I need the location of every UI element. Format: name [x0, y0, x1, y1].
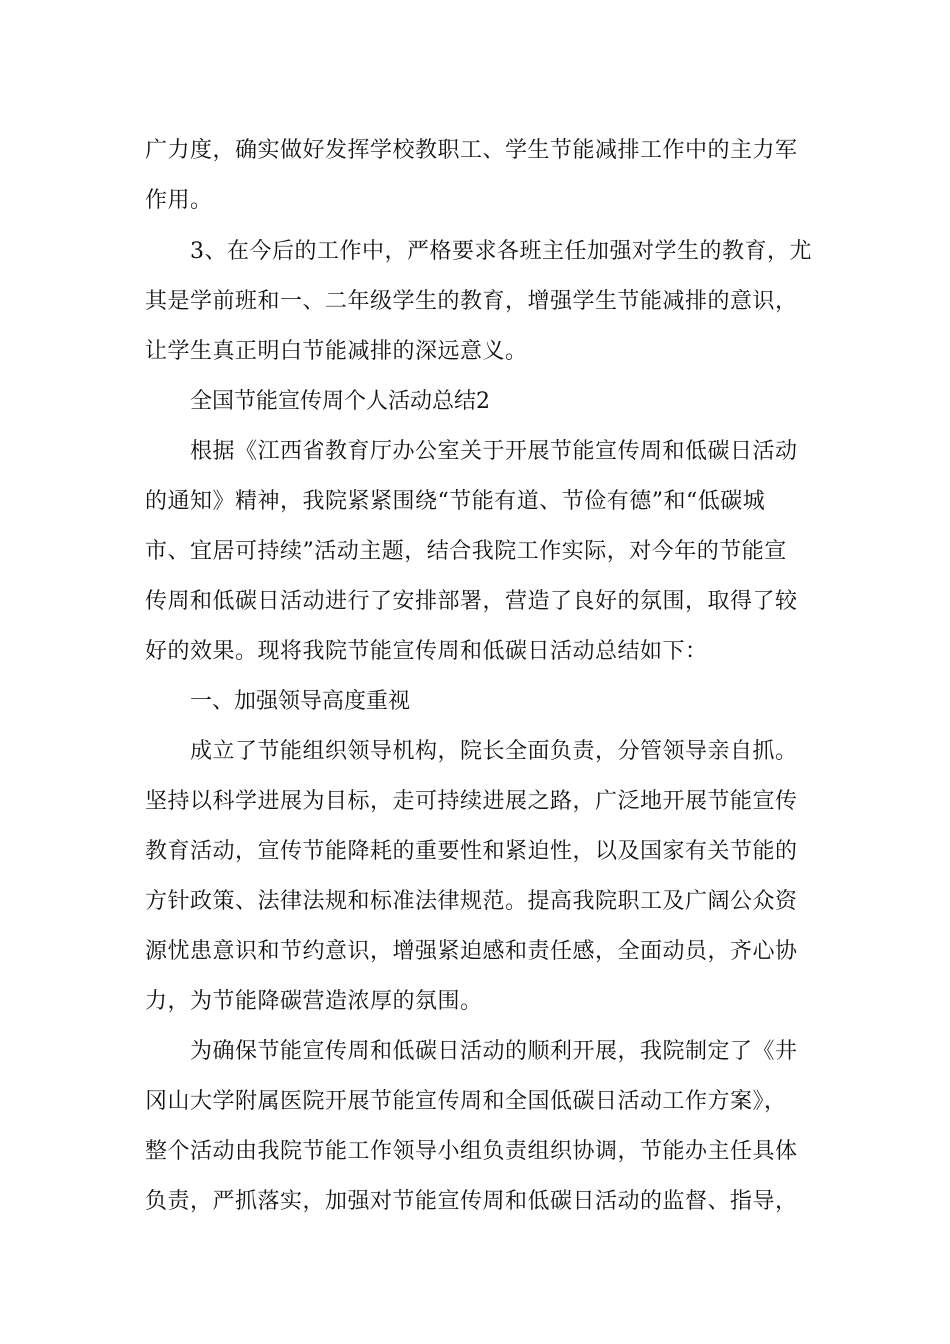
text-line: 3、在今后的工作中，严格要求各班主任加强对学生的教育，尤 — [190, 239, 812, 264]
text-line: 整个活动由我院节能工作领导小组负责组织协调，节能办主任具体 — [145, 1139, 798, 1164]
text-line: 源忧患意识和节约意识，增强紧迫感和责任感，全面动员，齐心协 — [145, 939, 798, 964]
text-line: 方针政策、法律法规和标准法律规范。提高我院职工及广阔公众资 — [145, 889, 798, 914]
text-line: 教育活动，宣传节能降耗的重要性和紧迫性，以及国家有关节能的 — [145, 839, 798, 864]
text-line: 市、宜居可持续”活动主题，结合我院工作实际，对今年的节能宣 — [145, 539, 787, 564]
text-line: 根据《江西省教育厅办公室关于开展节能宣传周和低碳日活动 — [190, 439, 798, 464]
text-line: 冈山大学附属医院开展节能宣传周和全国低碳日活动工作方案》， — [145, 1089, 787, 1114]
text-line: 好的效果。现将我院节能宣传周和低碳日活动总结如下： — [145, 639, 708, 664]
text-line: 成立了节能组织领导机构，院长全面负责，分管领导亲自抓。 — [190, 739, 798, 764]
text-line: 作用。 — [145, 188, 213, 213]
subsection-heading: 一、加强领导高度重视 — [190, 689, 411, 714]
text-line: 负责，严抓落实，加强对节能宣传周和低碳日活动的监督、指导， — [145, 1189, 798, 1214]
text-line: 坚持以科学进展为目标，走可持续进展之路，广泛地开展节能宣传 — [145, 789, 798, 814]
text-line: 让学生真正明白节能减排的深远意义。 — [145, 339, 528, 364]
text-line: 力，为节能降碳营造浓厚的氛围。 — [145, 989, 483, 1014]
text-line: 传周和低碳日活动进行了安排部署，营造了良好的氛围，取得了较 — [145, 589, 798, 614]
text-line: 其是学前班和一、二年级学生的教育，增强学生节能减排的意识， — [145, 289, 798, 314]
section-title: 全国节能宣传周个人活动总结2 — [190, 389, 490, 414]
text-line: 为确保节能宣传周和低碳日活动的顺利开展，我院制定了《井 — [190, 1039, 798, 1064]
text-line: 的通知》精神，我院紧紧围绕“节能有道、节俭有德”和“低碳城 — [145, 489, 766, 514]
text-line: 广力度，确实做好发挥学校教职工、学生节能减排工作中的主力军 — [145, 138, 798, 163]
